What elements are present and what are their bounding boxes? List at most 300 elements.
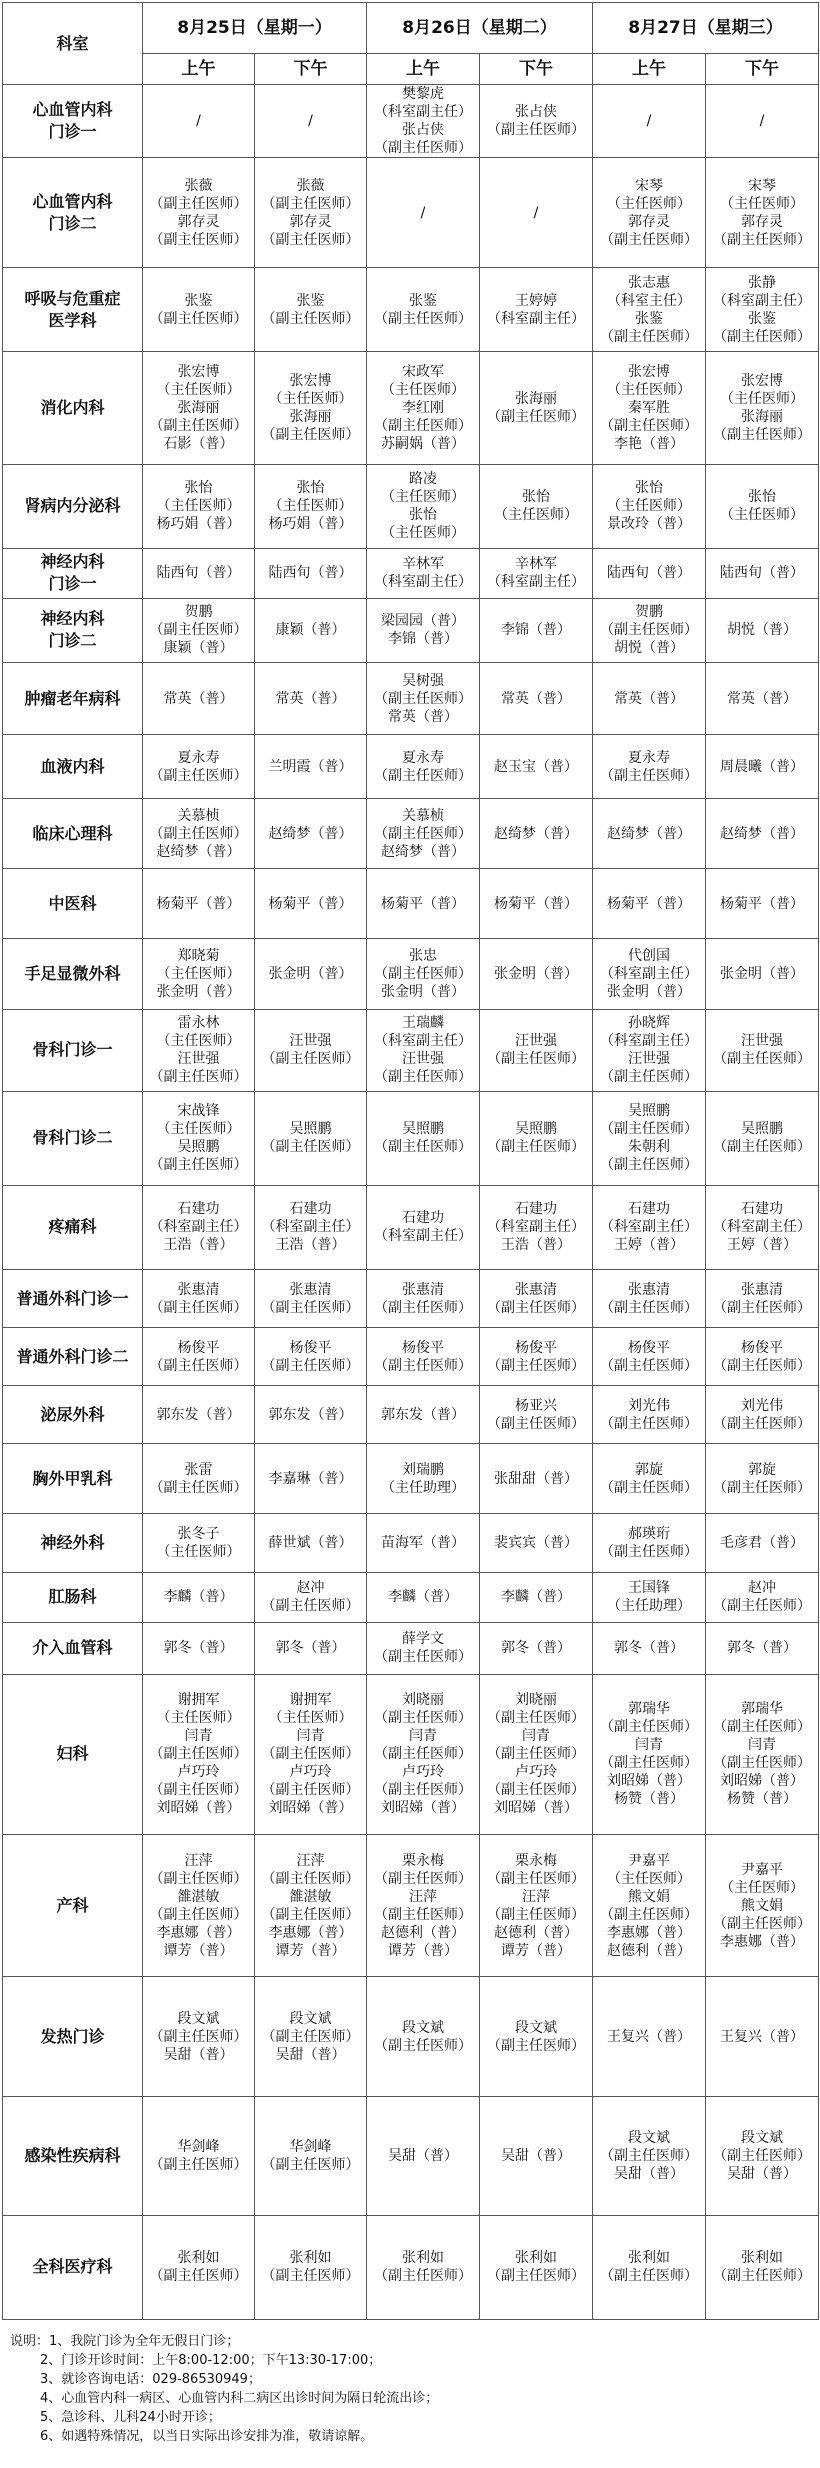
- dept-name-cell: [3, 1622, 143, 1674]
- doctor-line: 王复兴（普）: [607, 2028, 691, 2045]
- schedule-cell: [593, 1834, 706, 1976]
- schedule-cell: [255, 1572, 367, 1622]
- doctor-line: 郭存灵: [289, 213, 332, 230]
- doctor-line: （副主任医师）: [261, 231, 360, 248]
- doctor-line: 闫青: [522, 1728, 550, 1745]
- doctor-line: 张金明（普）: [268, 966, 353, 983]
- doctor-line: 关慕桢: [177, 807, 220, 824]
- schedule-cell: [480, 1514, 593, 1572]
- doctor-line: （副主任医师）: [261, 1357, 360, 1374]
- schedule-cell: [706, 268, 819, 352]
- doctor-line: 王国锋: [628, 1580, 670, 1597]
- doctor-line: （主任医师）: [381, 382, 465, 399]
- schedule-cell: [367, 268, 480, 352]
- schedule-body: [3, 85, 819, 2320]
- dept-name-line: 门诊二: [48, 213, 97, 233]
- schedule-cell: [480, 1622, 593, 1674]
- doctor-line: 兰明霞（普）: [268, 758, 353, 775]
- schedule-cell: [143, 1977, 255, 2097]
- doctor-line: （副主任医师）: [600, 2148, 698, 2164]
- schedule-cell: [255, 1834, 367, 1976]
- doctor-line: 张海丽: [741, 409, 783, 426]
- doctor-line: （副主任医师）: [713, 427, 811, 444]
- doctor-line: （副主任医师）: [713, 1719, 811, 1736]
- doctor-line: （副主任医师）: [374, 1139, 472, 1156]
- doctor-line: 赵绮梦（普）: [494, 825, 578, 842]
- doctor-line: 郭冬（普）: [163, 1640, 234, 1657]
- doctor-line: 王婷（普）: [727, 1237, 797, 1254]
- schedule-cell: [367, 869, 480, 939]
- doctor-line: 杨俊平: [741, 1339, 783, 1356]
- doctor-line: （副主任医师）: [374, 1649, 472, 1666]
- schedule-cell: [255, 1622, 367, 1674]
- schedule-cell: [255, 1977, 367, 2097]
- dept-name-line: 临床心理科: [32, 823, 113, 843]
- doctor-line: （副主任医师）: [487, 1051, 585, 1068]
- table-row: [3, 1514, 819, 1572]
- table-row: [3, 2097, 819, 2215]
- doctor-line: （主任医师）: [381, 489, 465, 506]
- doctor-line: 常英（普）: [275, 690, 346, 707]
- schedule-cell: [143, 1514, 255, 1572]
- doctor-line: 吴甜（普）: [275, 2046, 346, 2063]
- note-line: 4、心血管内科一病区、心血管内科二病区出诊时间为隔日轮流出诊；: [40, 2391, 439, 2406]
- schedule-cell: [480, 1270, 593, 1328]
- doctor-line: 裴宾宾（普）: [494, 1534, 578, 1551]
- doctor-line: 张怡: [184, 480, 213, 497]
- schedule-cell: [706, 352, 819, 464]
- doctor-line: 梁园园（普）: [381, 613, 465, 630]
- doctor-line: 栗永梅: [402, 1852, 444, 1869]
- schedule-cell: [480, 1444, 593, 1514]
- doctor-line: （科室副主任）: [713, 1219, 811, 1236]
- doctor-line: 张利如: [741, 2250, 783, 2267]
- doctor-line: （主任医师）: [156, 382, 241, 399]
- doctor-line: （副主任医师）: [713, 1915, 811, 1932]
- doctor-line: 李锦（普）: [388, 631, 458, 648]
- schedule-cell: [367, 939, 480, 1009]
- doctor-line: （主任医师）: [607, 382, 691, 399]
- doctor-line: （副主任医师）: [149, 1782, 248, 1799]
- schedule-cell: [143, 1834, 255, 1976]
- dept-name-line: 神经内科: [40, 552, 105, 572]
- schedule-cell: [480, 85, 593, 158]
- doctor-line: /: [646, 113, 652, 130]
- dept-name-line: 消化内科: [40, 398, 105, 418]
- doctor-line: （副主任医师）: [149, 2268, 248, 2285]
- doctor-line: 杨巧娟（普）: [268, 516, 353, 533]
- doctor-line: 谭芳（普）: [163, 1942, 234, 1959]
- schedule-cell: [480, 158, 593, 268]
- dept-name-cell: [3, 1834, 143, 1976]
- doctor-line: 张惠清: [515, 1281, 557, 1298]
- dept-name-line: 医学科: [48, 310, 97, 330]
- doctor-line: 郭冬（普）: [275, 1640, 346, 1657]
- doctor-line: 刘光伟: [741, 1397, 783, 1414]
- dept-name-line: 骨科门诊二: [32, 1128, 113, 1148]
- doctor-line: （副主任医师）: [374, 418, 472, 435]
- doctor-line: 赵德利（普）: [381, 1924, 465, 1941]
- doctor-line: 汪世强: [628, 1051, 670, 1068]
- doctor-line: 赵绮梦（普）: [720, 825, 804, 842]
- doctor-line: 秦军胜: [628, 400, 670, 417]
- doctor-line: （科室副主任）: [600, 966, 698, 983]
- doctor-line: 辛林军: [402, 556, 444, 573]
- schedule-cell: [255, 1328, 367, 1386]
- dept-name-line: 普通外科门诊一: [16, 1288, 129, 1308]
- schedule-cell: [367, 1514, 480, 1572]
- doctor-line: 胡悦（普）: [614, 640, 684, 657]
- doctor-line: 郭瑞华: [741, 1701, 783, 1718]
- table-row: [3, 352, 819, 464]
- schedule-cell: [593, 464, 706, 548]
- notes-section: [10, 2332, 820, 2446]
- doctor-line: 郭瑞华: [628, 1701, 670, 1718]
- slot-header-2: 上午: [367, 54, 480, 85]
- schedule-cell: [480, 548, 593, 598]
- doctor-line: 张忠: [409, 948, 437, 965]
- doctor-line: （副主任医师）: [713, 1357, 811, 1374]
- dept-name-cell: [3, 1328, 143, 1386]
- schedule-cell: [706, 1622, 819, 1674]
- doctor-line: （副主任医师）: [600, 231, 698, 248]
- doctor-line: （副主任医师）: [149, 767, 248, 784]
- schedule-cell: [706, 662, 819, 734]
- schedule-cell: [255, 1270, 367, 1328]
- doctor-line: 樊黎虎: [402, 86, 444, 103]
- doctor-line: （副主任医师）: [261, 1598, 360, 1615]
- doctor-line: （科室副主任）: [713, 292, 811, 309]
- slot-header-0: 上午: [143, 54, 255, 85]
- doctor-line: （副主任医师）: [487, 1710, 585, 1727]
- doctor-line: 赵绮梦（普）: [607, 825, 691, 842]
- schedule-cell: [367, 2215, 480, 2319]
- doctor-line: 赵冲: [748, 1580, 776, 1597]
- doctor-line: （主任医师）: [381, 525, 465, 542]
- schedule-cell: [367, 1674, 480, 1834]
- doctor-line: （科室副主任）: [374, 1228, 472, 1245]
- dept-name-cell: [3, 158, 143, 268]
- doctor-line: （副主任医师）: [149, 1357, 248, 1374]
- doctor-line: 石建功: [402, 1210, 444, 1227]
- doctor-line: 张宏博: [741, 373, 783, 390]
- schedule-cell: [706, 1834, 819, 1976]
- doctor-line: 郭东发（普）: [268, 1406, 353, 1423]
- schedule-cell: [367, 1270, 480, 1328]
- doctor-line: 王浩（普）: [275, 1237, 346, 1254]
- schedule-cell: [367, 158, 480, 268]
- doctor-line: （副主任医师）: [487, 1415, 585, 1432]
- doctor-line: （科室副主任）: [600, 1219, 698, 1236]
- doctor-line: 常英（普）: [614, 690, 684, 707]
- doctor-line: 杨菊平（普）: [268, 895, 353, 912]
- schedule-cell: [480, 1185, 593, 1269]
- doctor-line: （副主任医师）: [261, 1906, 360, 1923]
- schedule-cell: [143, 1444, 255, 1514]
- schedule-cell: [367, 352, 480, 464]
- doctor-line: （副主任医师）: [600, 767, 698, 784]
- dept-name-cell: [3, 548, 143, 598]
- doctor-line: （副主任医师）: [600, 1299, 698, 1316]
- doctor-line: （主任医师）: [156, 498, 241, 515]
- doctor-line: 张利如: [402, 2250, 444, 2267]
- doctor-line: （副主任医师）: [374, 825, 472, 842]
- doctor-line: （副主任医师）: [149, 1157, 248, 1174]
- schedule-cell: [706, 1514, 819, 1572]
- doctor-line: 汪萍: [296, 1852, 325, 1869]
- doctor-line: 刘昭娣（普）: [156, 1800, 241, 1817]
- schedule-cell: [480, 1977, 593, 2097]
- doctor-line: （副主任医师）: [261, 195, 360, 212]
- schedule-cell: [706, 2097, 819, 2215]
- doctor-line: （副主任医师）: [261, 1139, 360, 1156]
- schedule-cell: [706, 1572, 819, 1622]
- dept-name-cell: [3, 1270, 143, 1328]
- doctor-line: /: [196, 113, 201, 130]
- doctor-line: （副主任医师）: [261, 1782, 360, 1799]
- schedule-cell: [593, 1514, 706, 1572]
- doctor-line: 张雷: [184, 1461, 213, 1478]
- doctor-line: （副主任医师）: [149, 825, 248, 842]
- doctor-line: 贺鹏: [635, 604, 663, 621]
- schedule-cell: [480, 1674, 593, 1834]
- dept-name-cell: [3, 869, 143, 939]
- doctor-line: 吴照鹏: [515, 1121, 557, 1138]
- schedule-cell: [143, 735, 255, 799]
- schedule-cell: [593, 1622, 706, 1674]
- schedule-cell: [367, 548, 480, 598]
- doctor-line: 汪萍: [409, 1888, 437, 1905]
- doctor-line: 王瑞麟: [402, 1015, 444, 1032]
- schedule-cell: [367, 1009, 480, 1091]
- table-row: [3, 1270, 819, 1328]
- schedule-cell: [706, 1185, 819, 1269]
- doctor-line: 贺鹏: [184, 604, 213, 621]
- table-row: [3, 939, 819, 1009]
- schedule-cell: [706, 799, 819, 869]
- doctor-line: 杨亚兴: [515, 1397, 557, 1414]
- schedule-cell: [706, 85, 819, 158]
- doctor-line: （副主任医师）: [261, 427, 360, 444]
- doctor-line: 吴照鹏: [402, 1121, 444, 1138]
- dept-name-line: 妇科: [56, 1744, 89, 1764]
- doctor-line: （副主任医师）: [713, 1139, 811, 1156]
- doctor-line: （副主任医师）: [600, 1069, 698, 1086]
- doctor-line: 刘晓丽: [402, 1692, 444, 1709]
- doctor-line: 张甜甜（普）: [494, 1470, 578, 1487]
- doctor-line: /: [533, 204, 539, 221]
- schedule-cell: [143, 598, 255, 662]
- doctor-line: /: [308, 113, 313, 130]
- doctor-line: 闫青: [635, 1737, 663, 1754]
- dept-name-line: 门诊一: [48, 574, 97, 594]
- doctor-line: （副主任医师）: [600, 1906, 698, 1923]
- doctor-line: 赵玉宝（普）: [494, 758, 578, 775]
- schedule-cell: [255, 939, 367, 1009]
- schedule-cell: [706, 735, 819, 799]
- table-row: [3, 85, 819, 158]
- doctor-line: 熊文娟: [741, 1897, 783, 1914]
- schedule-cell: [480, 598, 593, 662]
- doctor-line: 张惠清: [289, 1281, 332, 1298]
- schedule-table: [2, 2, 819, 2320]
- dept-name-line: 神经外科: [40, 1532, 105, 1552]
- doctor-line: 关慕桢: [402, 807, 444, 824]
- schedule-cell: [143, 1009, 255, 1091]
- table-row: [3, 735, 819, 799]
- schedule-cell: [367, 799, 480, 869]
- doctor-line: 汪世强: [289, 1033, 332, 1050]
- doctor-line: 赵绮梦（普）: [381, 843, 465, 860]
- doctor-line: 张利如: [177, 2250, 220, 2267]
- schedule-cell: [143, 1572, 255, 1622]
- dept-name-line: 肛肠科: [48, 1587, 97, 1607]
- doctor-line: 郝瑛珩: [628, 1525, 670, 1542]
- doctor-line: （副主任医师）: [600, 418, 698, 435]
- schedule-cell: [143, 2215, 255, 2319]
- doctor-line: 李惠娜（普）: [720, 1933, 804, 1950]
- doctor-line: 杨俊平: [402, 1339, 444, 1356]
- doctor-line: 吴照鹏: [289, 1121, 332, 1138]
- doctor-line: 苗海军（普）: [381, 1534, 465, 1551]
- doctor-line: （副主任医师）: [374, 2037, 472, 2054]
- doctor-line: （副主任医师）: [261, 2268, 360, 2285]
- schedule-cell: [143, 1386, 255, 1444]
- schedule-cell: [593, 268, 706, 352]
- schedule-cell: [255, 2097, 367, 2215]
- doctor-line: 赵冲: [296, 1580, 325, 1597]
- doctor-line: 张鉴: [184, 292, 213, 309]
- doctor-line: 赵德利（普）: [607, 1942, 691, 1959]
- dept-name-line: 肾病内分泌科: [24, 496, 121, 516]
- doctor-line: 杨菊平（普）: [720, 895, 804, 912]
- doctor-line: （副主任医师）: [374, 1870, 472, 1887]
- doctor-line: 郭冬（普）: [614, 1640, 684, 1657]
- schedule-cell: [255, 548, 367, 598]
- schedule-cell: [367, 85, 480, 158]
- doctor-line: 夏永寿: [628, 749, 670, 766]
- doctor-line: 张冬子: [177, 1525, 220, 1542]
- doctor-line: 卢巧玲: [177, 1764, 220, 1781]
- slot-header-4: 上午: [593, 54, 706, 85]
- doctor-line: 赵绮梦（普）: [268, 825, 353, 842]
- doctor-line: （主任医师）: [607, 498, 691, 515]
- doctor-line: （副主任医师）: [261, 2028, 360, 2045]
- doctor-line: （副主任医师）: [600, 1479, 698, 1496]
- doctor-line: 张志惠: [628, 274, 670, 291]
- doctor-line: 杨俊平: [515, 1339, 557, 1356]
- dept-name-line: 心血管内科: [32, 191, 113, 211]
- doctor-line: 薛世斌（普）: [268, 1534, 353, 1551]
- dept-name-line: 普通外科门诊二: [16, 1346, 129, 1366]
- schedule-cell: [706, 464, 819, 548]
- doctor-line: 段文斌: [628, 2130, 670, 2146]
- schedule-cell: [706, 1977, 819, 2097]
- table-row: [3, 268, 819, 352]
- doctor-line: 张薇: [296, 177, 325, 194]
- dept-name-cell: [3, 939, 143, 1009]
- dept-name-line: 感染性疾病科: [24, 2146, 121, 2165]
- doctor-line: 杨菊平（普）: [381, 895, 465, 912]
- doctor-line: 陆西旬（普）: [156, 565, 241, 582]
- schedule-cell: [367, 1328, 480, 1386]
- schedule-cell: [480, 1328, 593, 1386]
- dept-name-cell: [3, 1977, 143, 2097]
- doctor-line: 谭芳（普）: [388, 1942, 458, 1959]
- doctor-line: 李麟（普）: [501, 1589, 571, 1606]
- doctor-line: 宋战锋: [177, 1103, 220, 1120]
- doctor-line: 张鉴: [296, 292, 325, 309]
- doctor-line: （副主任医师）: [374, 690, 472, 707]
- schedule-cell: [706, 1328, 819, 1386]
- doctor-line: （科室副主任）: [487, 1219, 585, 1236]
- doctor-line: （科室副主任）: [487, 574, 585, 591]
- doctor-line: 张宏博: [289, 373, 332, 390]
- doctor-line: （副主任医师）: [487, 122, 585, 139]
- doctor-line: 张宏博: [177, 364, 220, 381]
- schedule-cell: [480, 799, 593, 869]
- doctor-line: （副主任医师）: [261, 1746, 360, 1763]
- doctor-line: 薛学文: [402, 1631, 444, 1648]
- doctor-line: 辛林军: [515, 556, 557, 573]
- dept-name-line: 产科: [56, 1895, 89, 1915]
- doctor-line: （主任医师）: [156, 966, 241, 983]
- doctor-line: （副主任医师）: [374, 1906, 472, 1923]
- doctor-line: 汪世强: [177, 1051, 220, 1068]
- date-header-0: 8月25日（星期一）: [143, 3, 367, 54]
- doctor-line: 康颖（普）: [163, 640, 234, 657]
- note-line: 说明：1、我院门诊为全年无假日门诊；: [10, 2334, 240, 2349]
- doctor-line: （副主任医师）: [713, 1598, 811, 1615]
- schedule-cell: [706, 1674, 819, 1834]
- doctor-line: 汪萍: [184, 1852, 213, 1869]
- doctor-line: （副主任医师）: [149, 622, 248, 639]
- doctor-line: （主任医师）: [607, 195, 691, 212]
- table-row: [3, 548, 819, 598]
- doctor-line: 张金明（普）: [156, 984, 241, 1001]
- doctor-line: 吴甜（普）: [163, 2046, 234, 2063]
- doctor-line: 刘瑞鹏: [402, 1461, 444, 1478]
- table-row: [3, 1572, 819, 1622]
- schedule-cell: [255, 352, 367, 464]
- doctor-line: （副主任医师）: [261, 310, 360, 327]
- schedule-cell: [480, 735, 593, 799]
- table-row: [3, 158, 819, 268]
- doctor-line: 张怡: [635, 480, 663, 497]
- doctor-line: 刘昭娣（普）: [268, 1800, 353, 1817]
- schedule-cell: [143, 464, 255, 548]
- note-line: 5、急诊科、儿科24小时开诊；: [40, 2410, 221, 2425]
- dept-name-cell: [3, 2215, 143, 2319]
- doctor-line: （副主任医师）: [487, 1357, 585, 1374]
- doctor-line: （主任医师）: [720, 1879, 804, 1896]
- doctor-line: 刘昭娣（普）: [720, 1773, 804, 1790]
- doctor-line: 闫青: [748, 1737, 776, 1754]
- doctor-line: （科室副主任）: [149, 1219, 248, 1236]
- doctor-line: （副主任医师）: [149, 1479, 248, 1496]
- schedule-cell: [706, 1444, 819, 1514]
- dept-name-cell: [3, 799, 143, 869]
- schedule-cell: [143, 1328, 255, 1386]
- schedule-cell: [706, 939, 819, 1009]
- doctor-line: 张利如: [515, 2250, 557, 2267]
- doctor-line: 吴树强: [402, 672, 444, 689]
- dept-name-line: 血液内科: [40, 756, 105, 776]
- doctor-line: 陆西旬（普）: [268, 565, 353, 582]
- doctor-line: （副主任医师）: [600, 1719, 698, 1736]
- schedule-cell: [593, 1572, 706, 1622]
- doctor-line: （副主任医师）: [149, 1906, 248, 1923]
